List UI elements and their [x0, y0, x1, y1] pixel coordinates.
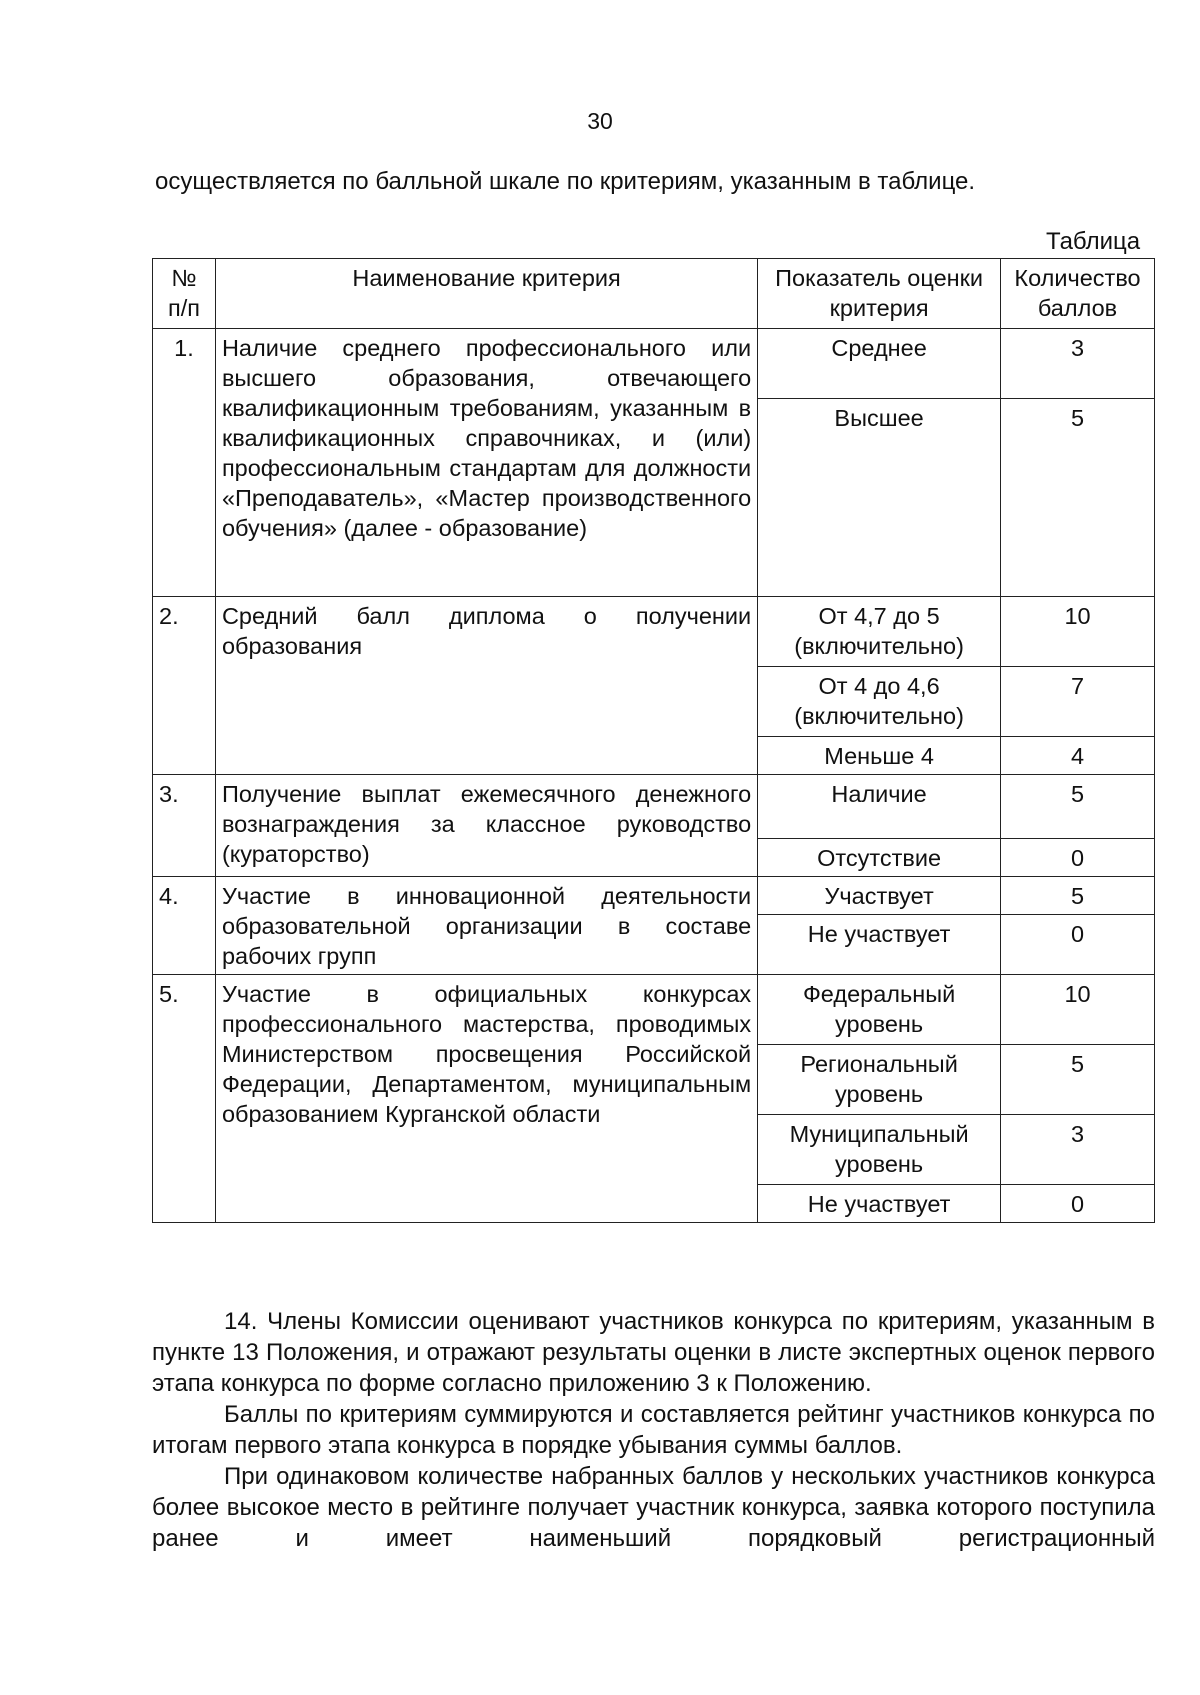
- score-cell: 5: [1001, 775, 1155, 839]
- paragraph-tiebreak: При одинаковом количестве набранных баллов у нескольких участников конкурса более высокое место в рейтинге получает участник конкурса, заявка которого поступила ранее и имеет наименьший порядковый регистрационный: [152, 1463, 1155, 1552]
- table-row: [153, 975, 1155, 1045]
- indicator-cell: От 4 до 4,6 (включительно): [758, 667, 1001, 737]
- criterion-name: Участие в официальных конкурсах профессионального мастерства, проводимых Министерством просвещения Российской Федерации, Департаментом, муниципальным образованием Курганской области: [215, 975, 757, 1223]
- criterion-name: Получение выплат ежемесячного денежного вознаграждения за классное руководство (кураторство): [215, 775, 757, 877]
- table-caption: Таблица: [1046, 228, 1141, 255]
- paragraph-14: 14. Члены Комиссии оценивают участников конкурса по критериям, указанным в пункте 13 Положения, и отражают результаты оценки в листе экспертных оценок первого этапа конкурса по форме согласно приложению 3 к Положению.: [152, 1308, 1155, 1397]
- score-cell: 3: [1001, 1115, 1155, 1185]
- score-cell: 3: [1001, 329, 1155, 399]
- indicator-cell: От 4,7 до 5 (включительно): [758, 597, 1001, 667]
- criterion-number: 5.: [153, 975, 216, 1223]
- header-indicator: Показатель оценки критерия: [758, 259, 1001, 329]
- criterion-name: Средний балл диплома о получении образования: [215, 597, 757, 775]
- score-cell: 7: [1001, 667, 1155, 737]
- header-score: Количество баллов: [1001, 259, 1155, 329]
- table-header-row: [153, 259, 1155, 329]
- score-cell: 0: [1001, 915, 1155, 975]
- criterion-number: 3.: [153, 775, 216, 877]
- indicator-cell: Меньше 4: [758, 737, 1001, 775]
- criterion-name: Наличие среднего профессионального или высшего образования, отвечающего квалификационным требованиям, указанным в квалификационных справочниках, и (или) профессиональным стандартам для должности «Преподаватель», «Мастер производственного обучения» (далее - образование): [215, 329, 757, 597]
- indicator-cell: Муниципальный уровень: [758, 1115, 1001, 1185]
- criterion-number: 2.: [153, 597, 216, 775]
- criterion-number: 1.: [153, 329, 216, 597]
- table-row: [153, 597, 1155, 667]
- criteria-table: [152, 258, 1155, 1223]
- score-cell: 0: [1001, 839, 1155, 877]
- indicator-cell: Федеральный уровень: [758, 975, 1001, 1045]
- table-row: [153, 775, 1155, 839]
- criterion-name: Участие в инновационной деятельности образовательной организации в составе рабочих групп: [215, 877, 757, 975]
- score-cell: 5: [1001, 877, 1155, 915]
- header-name: Наименование критерия: [215, 259, 757, 329]
- criterion-number: 4.: [153, 877, 216, 975]
- indicator-cell: Участвует: [758, 877, 1001, 915]
- page-number: 30: [587, 108, 613, 134]
- indicator-cell: Региональный уровень: [758, 1045, 1001, 1115]
- score-cell: 5: [1001, 1045, 1155, 1115]
- score-cell: 10: [1001, 597, 1155, 667]
- intro-text: осуществляется по балльной шкале по критериям, указанным в таблице.: [155, 168, 976, 195]
- table-row: [153, 877, 1155, 915]
- indicator-cell: Наличие: [758, 775, 1001, 839]
- indicator-cell: Высшее: [758, 399, 1001, 597]
- table-row: [153, 329, 1155, 399]
- score-cell: 4: [1001, 737, 1155, 775]
- header-num: № п/п: [153, 259, 216, 329]
- indicator-cell: Не участвует: [758, 915, 1001, 975]
- paragraph-scoring: Баллы по критериям суммируются и составляется рейтинг участников конкурса по итогам первого этапа конкурса в порядке убывания суммы баллов.: [152, 1401, 1155, 1459]
- indicator-cell: Среднее: [758, 329, 1001, 399]
- score-cell: 5: [1001, 399, 1155, 597]
- indicator-cell: Не участвует: [758, 1185, 1001, 1223]
- score-cell: 0: [1001, 1185, 1155, 1223]
- body-text: [152, 1306, 1155, 1554]
- indicator-cell: Отсутствие: [758, 839, 1001, 877]
- score-cell: 10: [1001, 975, 1155, 1045]
